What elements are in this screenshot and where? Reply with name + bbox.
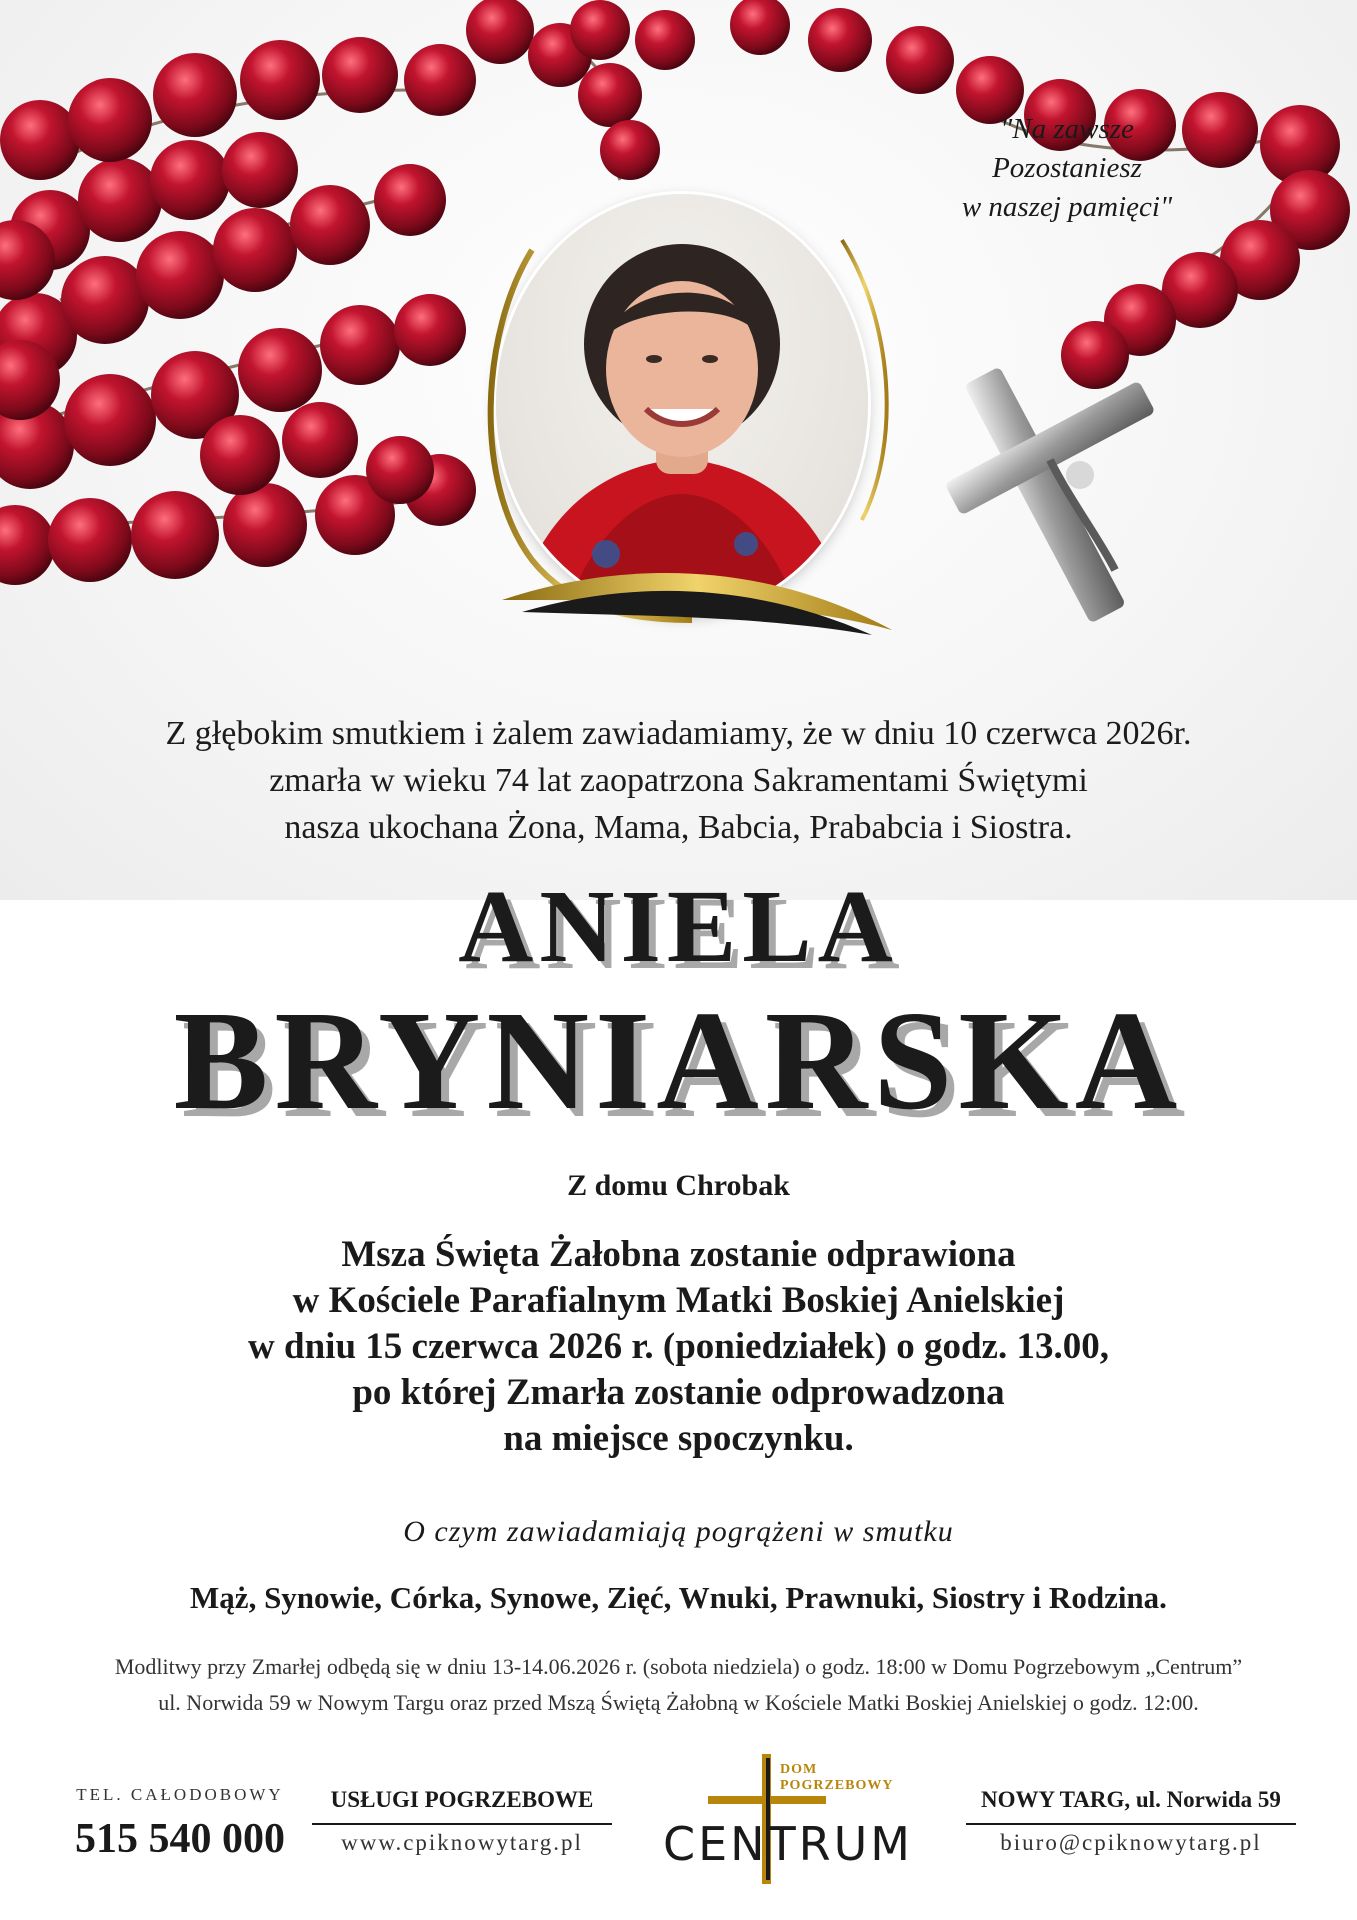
announcement-line: nasza ukochana Żona, Mama, Babcia, Prababcia i Siostra. xyxy=(284,809,1073,846)
email-link[interactable]: biuro@cpiknowytarg.pl xyxy=(1000,1830,1262,1855)
rosary-bead xyxy=(570,0,630,60)
informs-line: O czym zawiadamiają pogrążeni w smutku xyxy=(403,1515,954,1548)
rosary-bead xyxy=(68,78,152,162)
services-heading: USŁUGI POGRZEBOWE xyxy=(312,1785,612,1825)
rosary-bead xyxy=(282,402,358,478)
rosary-bead xyxy=(322,37,398,113)
rosary-bead xyxy=(886,26,954,94)
rosary-bead xyxy=(730,0,790,55)
rosary-bead xyxy=(0,100,80,180)
mass-line: w Kościele Parafialnym Matki Boskiej Anielskiej xyxy=(292,1280,1065,1321)
centrum-logo xyxy=(650,1752,920,1892)
rosary-bead xyxy=(223,483,307,567)
rosary-bead xyxy=(213,208,297,292)
prayers-line: ul. Norwida 59 w Nowym Targu oraz przed Mszą Świętą Żałobną w Kościele Matki Boskiej Anielskiej o godz. 12:00. xyxy=(158,1690,1199,1715)
rosary-bead xyxy=(366,436,434,504)
quote-line: w naszej pamięci" xyxy=(961,191,1173,223)
rosary-bead xyxy=(1061,321,1129,389)
rosary-bead xyxy=(48,498,132,582)
rosary-bead xyxy=(394,294,466,366)
phone-number[interactable]: 515 540 000 xyxy=(75,1816,285,1862)
prayers-info xyxy=(0,1649,1357,1721)
address: NOWY TARG, ul. Norwida 59 xyxy=(966,1785,1296,1825)
rosary-bead xyxy=(222,132,298,208)
maiden-name: Z domu Chrobak xyxy=(567,1169,790,1202)
portrait-frame xyxy=(462,180,912,640)
rosary-bead xyxy=(78,158,162,242)
rosary-bead xyxy=(808,8,872,72)
announcement-line: Z głębokim smutkiem i żalem zawiadamiamy, że w dniu 10 czerwca 2026r. xyxy=(165,715,1192,752)
rosary-bead xyxy=(136,231,224,319)
rosary-bead xyxy=(61,256,149,344)
logo-pogrzebowy-text: POGRZEBOWY xyxy=(780,1778,894,1793)
rosary-bead xyxy=(290,185,370,265)
crucifix-icon xyxy=(944,366,1155,623)
rosary-bead xyxy=(600,120,660,180)
rosary-bead xyxy=(466,0,534,64)
memorial-quote xyxy=(907,110,1227,227)
mourners-list: Mąż, Synowie, Córka, Synowe, Zięć, Wnuki, Prawnuki, Siostry i Rodzina. xyxy=(190,1580,1167,1615)
rosary-bead xyxy=(0,505,55,585)
mass-line: w dniu 15 czerwca 2026 r. (poniedziałek) o godz. 13.00, xyxy=(248,1326,1109,1367)
rosary-bead xyxy=(320,305,400,385)
mass-line: po której Zmarła zostanie odprowadzona xyxy=(352,1372,1005,1413)
deceased-last-name: BRYNIARSKA xyxy=(173,981,1184,1139)
logo-centrum-text: CENTRUM xyxy=(662,1817,913,1871)
rosary-bead xyxy=(374,164,446,236)
quote-line: "Na zawsze xyxy=(1000,113,1134,145)
quote-line: Pozostaniesz xyxy=(992,152,1142,184)
gold-frame-icon xyxy=(462,180,912,640)
rosary-bead xyxy=(240,40,320,120)
rosary-bead xyxy=(635,10,695,70)
mass-line: na miejsce spoczynku. xyxy=(503,1418,854,1459)
deceased-first-name: ANIELA xyxy=(458,869,899,984)
phone-label: TEL. CAŁODOBOWY xyxy=(76,1785,284,1804)
logo-dom-text: DOM xyxy=(780,1762,818,1777)
announcement-line: zmarła w wieku 74 lat zaopatrzona Sakramentami Świętymi xyxy=(269,762,1088,799)
rosary-bead xyxy=(404,44,476,116)
website-link[interactable]: www.cpiknowytarg.pl xyxy=(341,1830,583,1855)
rosary-bead xyxy=(153,53,237,137)
rosary-bead xyxy=(238,328,322,412)
mass-line: Msza Święta Żałobna zostanie odprawiona xyxy=(341,1234,1016,1275)
rosary-bead xyxy=(64,374,156,466)
rosary-bead xyxy=(578,63,642,127)
rosary-bead xyxy=(150,140,230,220)
funeral-mass-info xyxy=(0,1232,1357,1462)
announcement xyxy=(0,710,1357,851)
rosary-bead xyxy=(200,415,280,495)
rosary-bead xyxy=(131,491,219,579)
prayers-line: Modlitwy przy Zmarłej odbędą się w dniu 13-14.06.2026 r. (sobota niedziela) o godz. 18:00 w Domu Pogrzebowym „Centrum” xyxy=(114,1654,1243,1679)
